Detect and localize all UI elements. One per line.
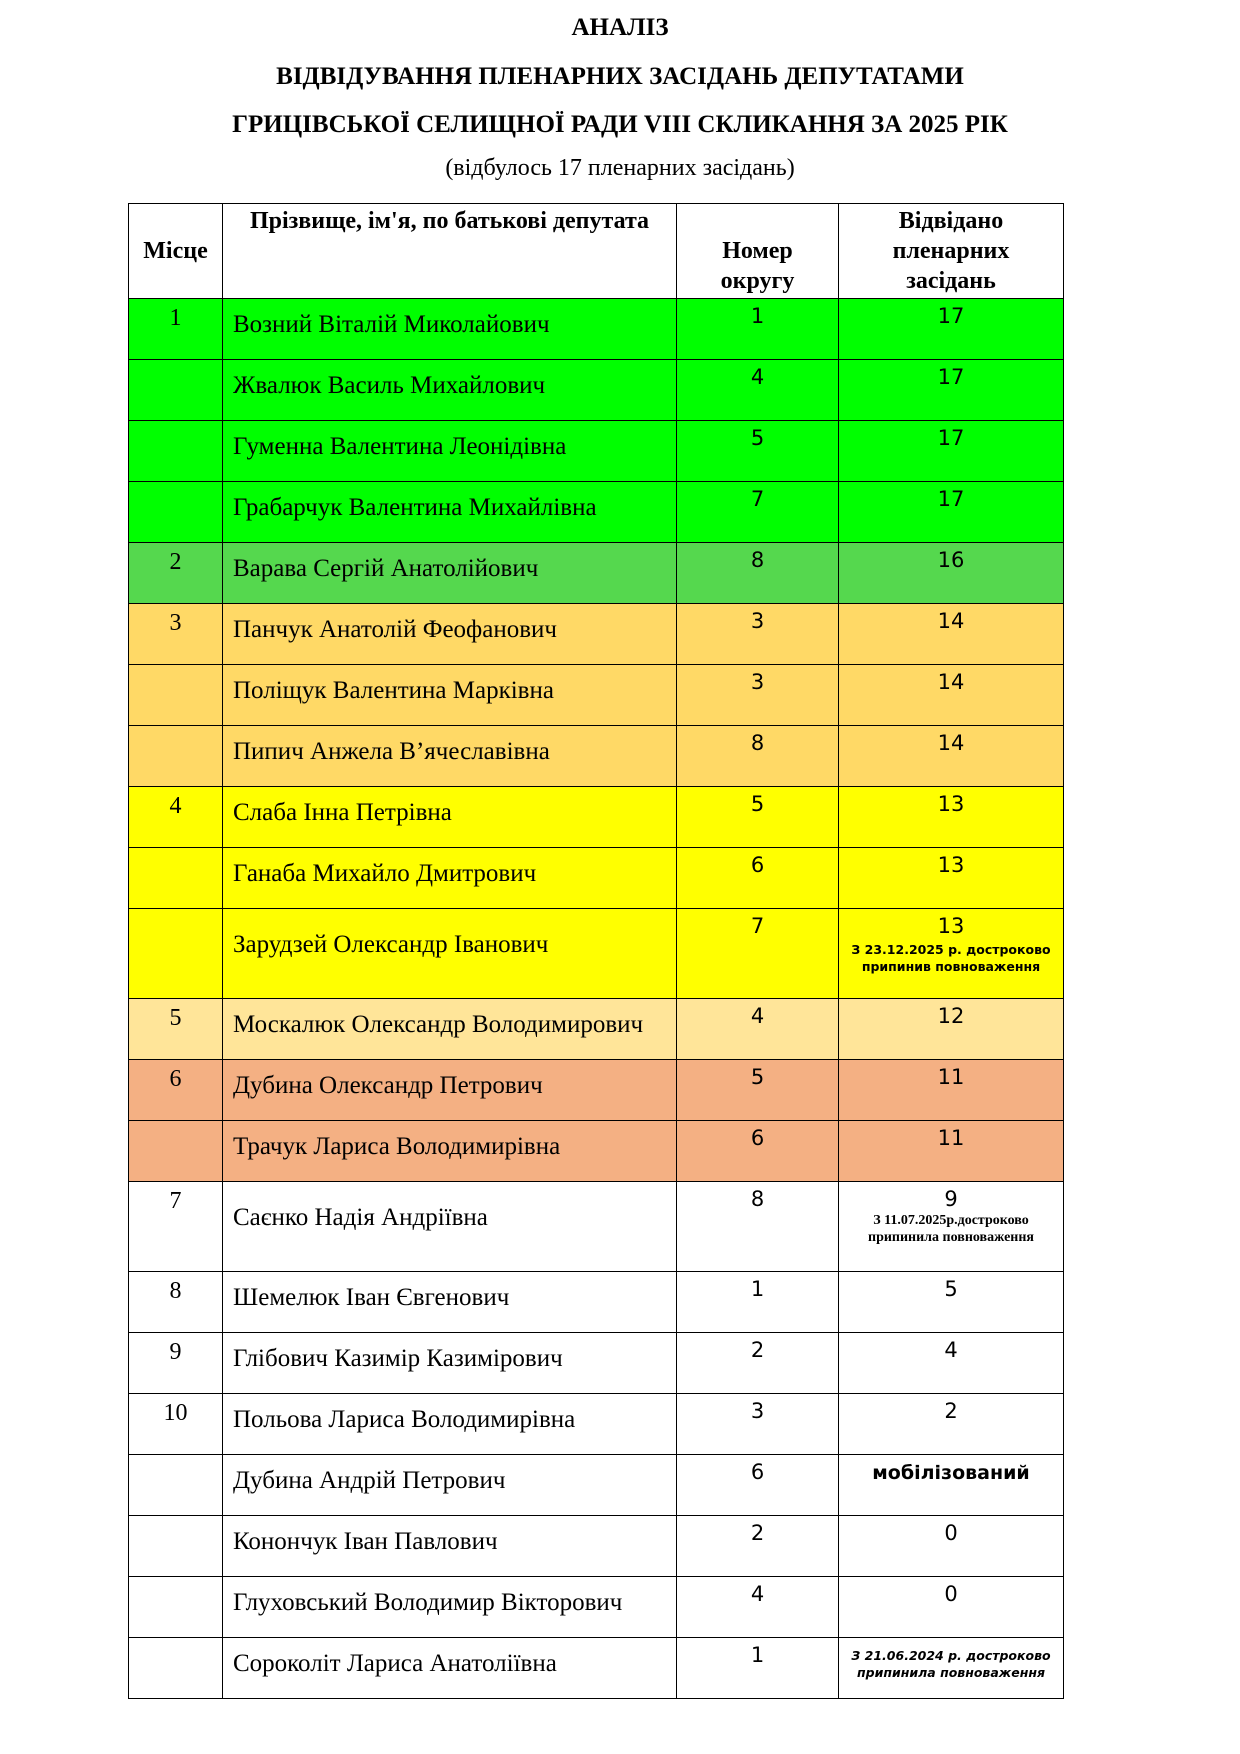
deputy-name-cell: Пипич Анжела В’ячеславівна	[223, 726, 677, 787]
mobilized-status: мобілізований	[872, 1462, 1030, 1484]
attended-cell: 14	[839, 726, 1064, 787]
district-cell: 5	[677, 1060, 839, 1121]
table-row	[129, 1638, 1064, 1699]
document-title: АНАЛІЗ	[571, 14, 669, 41]
district-cell: 2	[677, 1333, 839, 1394]
place-cell: 2	[129, 543, 223, 604]
column-header-attended-label: Відвідано пленарних засідань	[892, 208, 1010, 294]
district-cell: 5	[677, 421, 839, 482]
column-header-attended	[839, 204, 1064, 299]
table-row	[129, 1455, 1064, 1516]
attended-cell	[839, 909, 1064, 999]
deputy-name-cell: Конончук Іван Павлович	[223, 1516, 677, 1577]
attended-cell: 17	[839, 360, 1064, 421]
attended-cell: 16	[839, 543, 1064, 604]
district-cell: 7	[677, 909, 839, 999]
place-cell	[129, 848, 223, 909]
deputy-name-cell: Гуменна Валентина Леонідівна	[223, 421, 677, 482]
table-row	[129, 665, 1064, 726]
column-header-place: Місце	[129, 204, 223, 299]
table-row	[129, 999, 1064, 1060]
table-row	[129, 482, 1064, 543]
place-cell	[129, 482, 223, 543]
place-cell: 7	[129, 1182, 223, 1272]
district-cell: 7	[677, 482, 839, 543]
attended-cell: 17	[839, 421, 1064, 482]
attended-cell	[839, 1455, 1064, 1516]
district-cell: 6	[677, 1121, 839, 1182]
deputy-name-cell: Польова Лариса Володимирівна	[223, 1394, 677, 1455]
place-cell	[129, 726, 223, 787]
deputy-name-cell: Трачук Лариса Володимирівна	[223, 1121, 677, 1182]
deputy-name-cell: Ганаба Михайло Дмитрович	[223, 848, 677, 909]
place-cell	[129, 1455, 223, 1516]
deputy-name-cell: Зарудзей Олександр Іванович	[223, 909, 677, 999]
district-cell: 3	[677, 665, 839, 726]
table-row	[129, 848, 1064, 909]
attended-cell: 13	[839, 787, 1064, 848]
deputy-name-cell: Саєнко Надія Андріївна	[223, 1182, 677, 1272]
district-cell: 1	[677, 1638, 839, 1699]
district-cell: 4	[677, 1577, 839, 1638]
document-subtitle: (відбулось 17 пленарних засідань)	[445, 155, 795, 181]
place-cell: 1	[129, 299, 223, 360]
attended-cell: 17	[839, 299, 1064, 360]
place-cell: 5	[129, 999, 223, 1060]
district-cell: 4	[677, 360, 839, 421]
table-row	[129, 1394, 1064, 1455]
place-cell	[129, 360, 223, 421]
place-cell	[129, 665, 223, 726]
attended-cell: 11	[839, 1121, 1064, 1182]
document-title-line-3: ГРИЦІВСЬКОЇ СЕЛИЩНОЇ РАДИ VIII СКЛИКАННЯ ЗА 2025 РІК	[232, 111, 1008, 138]
table-row	[129, 543, 1064, 604]
table-row	[129, 1121, 1064, 1182]
district-cell: 2	[677, 1516, 839, 1577]
deputy-name-cell: Возний Віталій Миколайович	[223, 299, 677, 360]
column-header-name: Прізвище, ім'я, по батькові депутата	[223, 204, 677, 299]
deputy-name-cell: Поліщук Валентина Марківна	[223, 665, 677, 726]
district-cell: 6	[677, 848, 839, 909]
attended-value: 9	[944, 1187, 958, 1211]
table-row	[129, 1516, 1064, 1577]
table-row	[129, 909, 1064, 999]
column-header-district-label: Номер округу	[720, 238, 795, 294]
place-cell: 8	[129, 1272, 223, 1333]
place-cell	[129, 909, 223, 999]
place-cell	[129, 421, 223, 482]
district-cell: 8	[677, 1182, 839, 1272]
district-cell: 3	[677, 604, 839, 665]
attended-cell: 14	[839, 604, 1064, 665]
deputy-name-cell: Варава Сергій Анатолійович	[223, 543, 677, 604]
place-cell	[129, 1121, 223, 1182]
deputy-name-cell: Слаба Інна Петрівна	[223, 787, 677, 848]
attended-cell: 12	[839, 999, 1064, 1060]
table-row	[129, 360, 1064, 421]
table-row	[129, 1060, 1064, 1121]
attended-cell: 17	[839, 482, 1064, 543]
deputy-name-cell: Грабарчук Валентина Михайлівна	[223, 482, 677, 543]
column-header-district	[677, 204, 839, 299]
table-header-row	[129, 204, 1064, 299]
place-cell: 6	[129, 1060, 223, 1121]
status-note: З 11.07.2025р.достроково припинила повноваження	[868, 1213, 1034, 1245]
attended-cell: 2	[839, 1394, 1064, 1455]
table-row	[129, 1272, 1064, 1333]
attended-cell	[839, 1182, 1064, 1272]
district-cell: 1	[677, 1272, 839, 1333]
deputy-name-cell: Панчук Анатолій Феофанович	[223, 604, 677, 665]
attended-value: 13	[937, 914, 965, 938]
table-row	[129, 604, 1064, 665]
attendance-table	[128, 203, 1064, 1699]
deputy-name-cell: Дубина Андрій Петрович	[223, 1455, 677, 1516]
place-cell: 3	[129, 604, 223, 665]
table-row	[129, 421, 1064, 482]
attended-cell: 0	[839, 1516, 1064, 1577]
district-cell: 5	[677, 787, 839, 848]
deputy-name-cell: Шемелюк Іван Євгенович	[223, 1272, 677, 1333]
deputy-name-cell: Глібович Казимір Казимірович	[223, 1333, 677, 1394]
table-row	[129, 787, 1064, 848]
deputy-name-cell: Жвалюк Василь Михайлович	[223, 360, 677, 421]
deputy-name-cell: Дубина Олександр Петрович	[223, 1060, 677, 1121]
deputy-name-cell: Глуховський Володимир Вікторович	[223, 1577, 677, 1638]
document-title-line-2: ВІДВІДУВАННЯ ПЛЕНАРНИХ ЗАСІДАНЬ ДЕПУТАТАМИ	[276, 63, 964, 90]
attended-cell: 5	[839, 1272, 1064, 1333]
attended-cell	[839, 1638, 1064, 1699]
district-cell: 8	[677, 726, 839, 787]
deputy-name-cell: Москалюк Олександр Володимирович	[223, 999, 677, 1060]
place-cell: 4	[129, 787, 223, 848]
place-cell: 10	[129, 1394, 223, 1455]
district-cell: 8	[677, 543, 839, 604]
place-cell	[129, 1577, 223, 1638]
attended-cell: 11	[839, 1060, 1064, 1121]
table-row	[129, 1333, 1064, 1394]
table-row	[129, 726, 1064, 787]
table-row	[129, 299, 1064, 360]
district-cell: 1	[677, 299, 839, 360]
status-note: З 23.12.2025 р. достроково припинив повноваження	[851, 942, 1051, 974]
place-cell	[129, 1516, 223, 1577]
district-cell: 3	[677, 1394, 839, 1455]
attended-cell: 14	[839, 665, 1064, 726]
district-cell: 6	[677, 1455, 839, 1516]
table-row	[129, 1182, 1064, 1272]
place-cell	[129, 1638, 223, 1699]
place-cell: 9	[129, 1333, 223, 1394]
deputy-name-cell: Сороколіт Лариса Анатоліївна	[223, 1638, 677, 1699]
attended-cell: 4	[839, 1333, 1064, 1394]
district-cell: 4	[677, 999, 839, 1060]
status-note: З 21.06.2024 р. достроково припинила повноваження	[851, 1648, 1051, 1680]
table-row	[129, 1577, 1064, 1638]
attended-cell: 0	[839, 1577, 1064, 1638]
attended-cell: 13	[839, 848, 1064, 909]
